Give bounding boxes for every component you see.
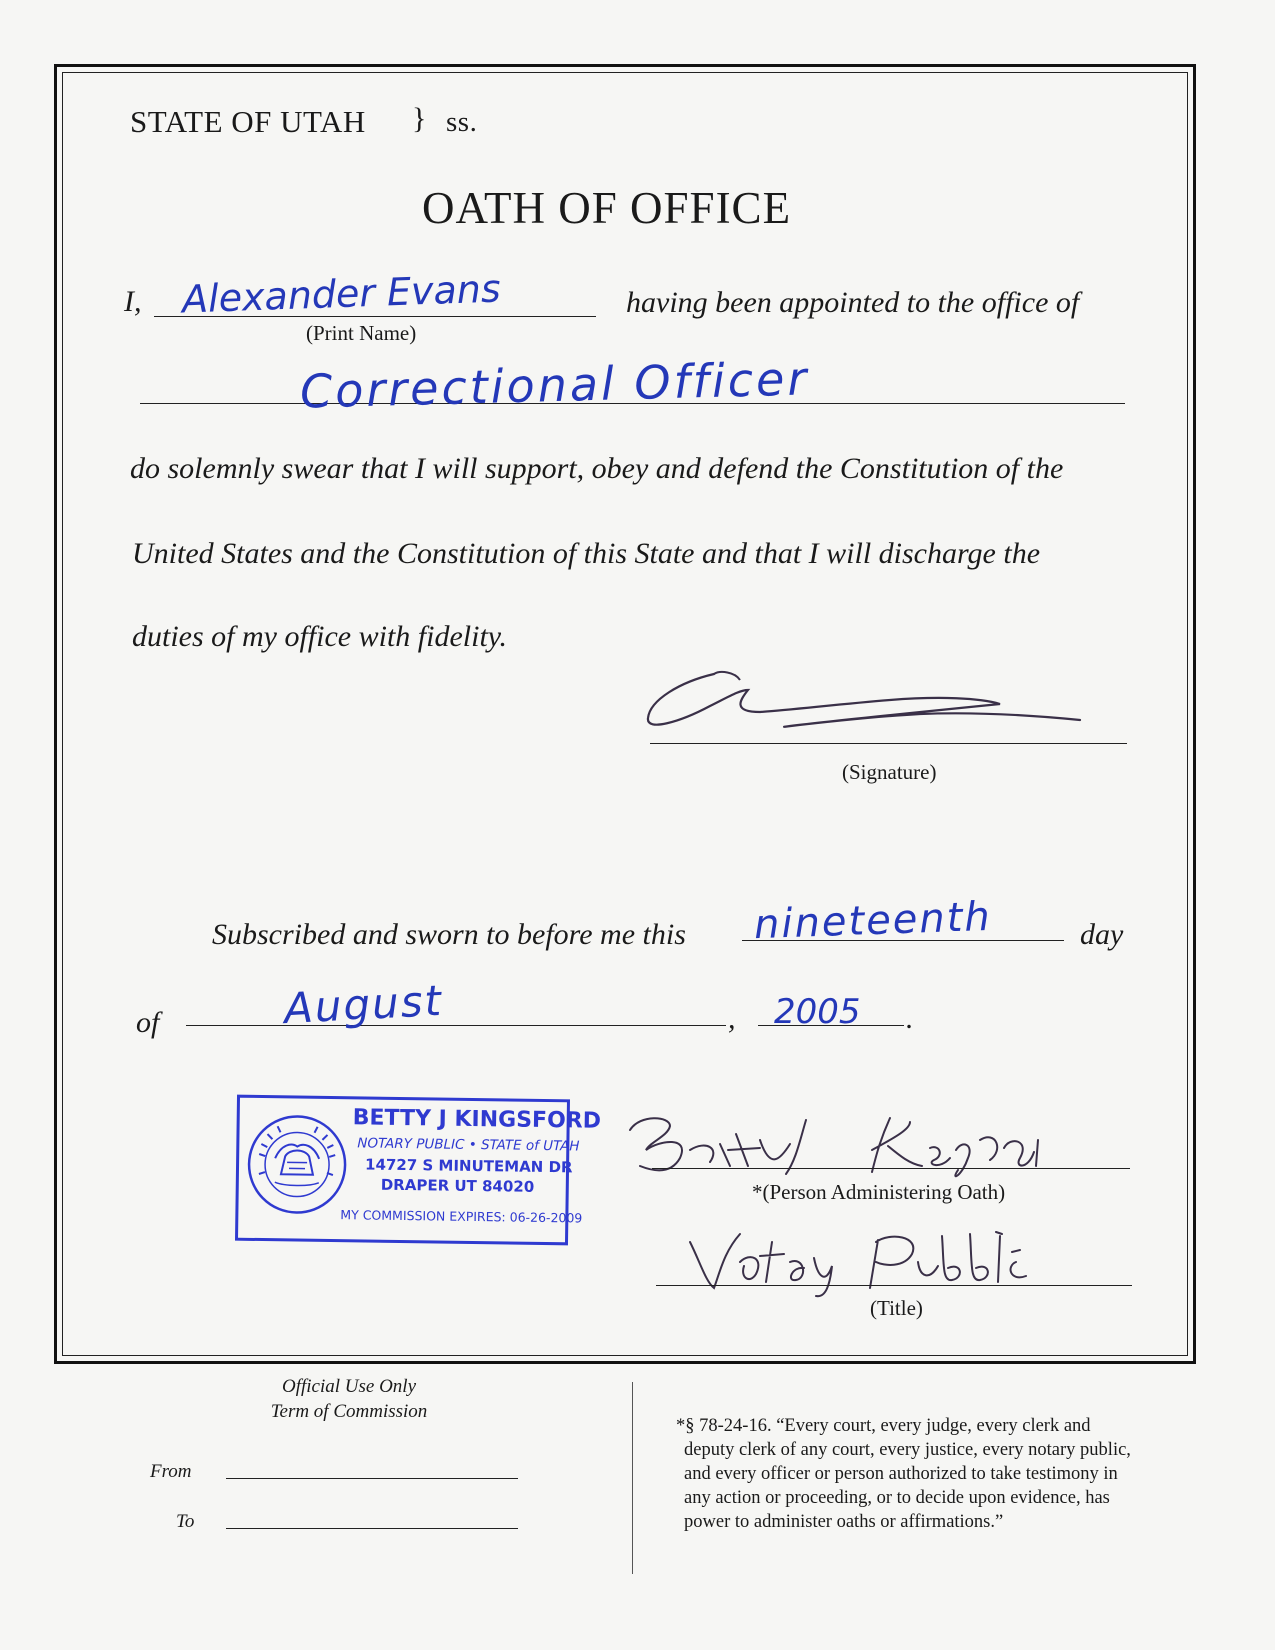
to-label: To bbox=[176, 1511, 195, 1532]
stamp-line-4: MY COMMISSION EXPIRES: 06-26-2009 bbox=[340, 1207, 583, 1226]
statute-line-3: and every officer or person authorized to take testimony in bbox=[684, 1464, 1118, 1484]
date-comma: , bbox=[728, 1002, 736, 1035]
stamp-line-3: DRAPER UT 84020 bbox=[380, 1175, 535, 1196]
from-field[interactable] bbox=[226, 1478, 518, 1479]
statute-line-4: any action or proceeding, or to decide upon evidence, has bbox=[684, 1488, 1110, 1508]
brace-mark: } bbox=[412, 102, 427, 135]
statute-line-1: *§ 78-24-16. “Every court, every judge, every clerk and bbox=[676, 1416, 1091, 1436]
ss-mark: ss. bbox=[446, 106, 478, 138]
footer-divider bbox=[632, 1382, 633, 1574]
month-value[interactable]: August bbox=[282, 975, 445, 1034]
statute-line-2: deputy clerk of any court, every justice, every notary public, bbox=[684, 1440, 1131, 1460]
signature-caption: (Signature) bbox=[842, 760, 937, 784]
oath-line-3: duties of my office with fidelity. bbox=[132, 620, 507, 653]
title-rule bbox=[656, 1285, 1132, 1286]
state-seal-icon bbox=[244, 1112, 349, 1217]
stamp-name: BETTY J KINGSFORD bbox=[352, 1105, 602, 1134]
state-heading: STATE OF UTAH bbox=[130, 104, 366, 139]
notary-title-signature bbox=[680, 1222, 1080, 1298]
oath-line-1: do solemnly swear that I will support, obey and defend the Constitution of the bbox=[130, 452, 1064, 485]
administering-caption: *(Person Administering Oath) bbox=[752, 1180, 1006, 1204]
year-value[interactable]: 2005 bbox=[774, 992, 861, 1032]
print-name-caption: (Print Name) bbox=[306, 321, 417, 345]
notary-stamp bbox=[235, 1095, 602, 1246]
administrator-rule bbox=[652, 1168, 1130, 1169]
day-word: day bbox=[1080, 918, 1124, 951]
page-title: OATH OF OFFICE bbox=[422, 183, 792, 233]
name-value[interactable]: Alexander Evans bbox=[181, 266, 502, 322]
statute-line-5: power to administer oaths or affirmations.” bbox=[684, 1512, 1004, 1532]
oath-line-2: United States and the Constitution of this State and that I will discharge the bbox=[132, 537, 1041, 570]
date-period: . bbox=[906, 1002, 914, 1035]
stamp-line-1: NOTARY PUBLIC • STATE of UTAH bbox=[357, 1135, 580, 1155]
term-label: Term of Commission bbox=[270, 1401, 428, 1422]
title-caption: (Title) bbox=[870, 1296, 923, 1320]
signature-rule bbox=[650, 743, 1127, 744]
appointed-text: having been appointed to the office of bbox=[626, 286, 1080, 319]
statute-note bbox=[676, 1414, 1131, 1534]
sworn-text: Subscribed and sworn to before me this bbox=[212, 918, 686, 951]
day-value[interactable]: nineteenth bbox=[753, 893, 993, 949]
of-word: of bbox=[136, 1006, 160, 1039]
official-use-label: Official Use Only bbox=[281, 1376, 417, 1397]
to-field[interactable] bbox=[226, 1528, 518, 1529]
stamp-line-2: 14727 S MINUTEMAN DR bbox=[364, 1155, 573, 1177]
i-prefix: I, bbox=[124, 285, 142, 318]
month-rule bbox=[186, 1025, 726, 1026]
from-label: From bbox=[150, 1461, 192, 1482]
administrator-signature bbox=[610, 1100, 1090, 1184]
office-value[interactable]: Correctional Officer bbox=[299, 351, 810, 419]
oath-signature bbox=[640, 660, 1100, 750]
